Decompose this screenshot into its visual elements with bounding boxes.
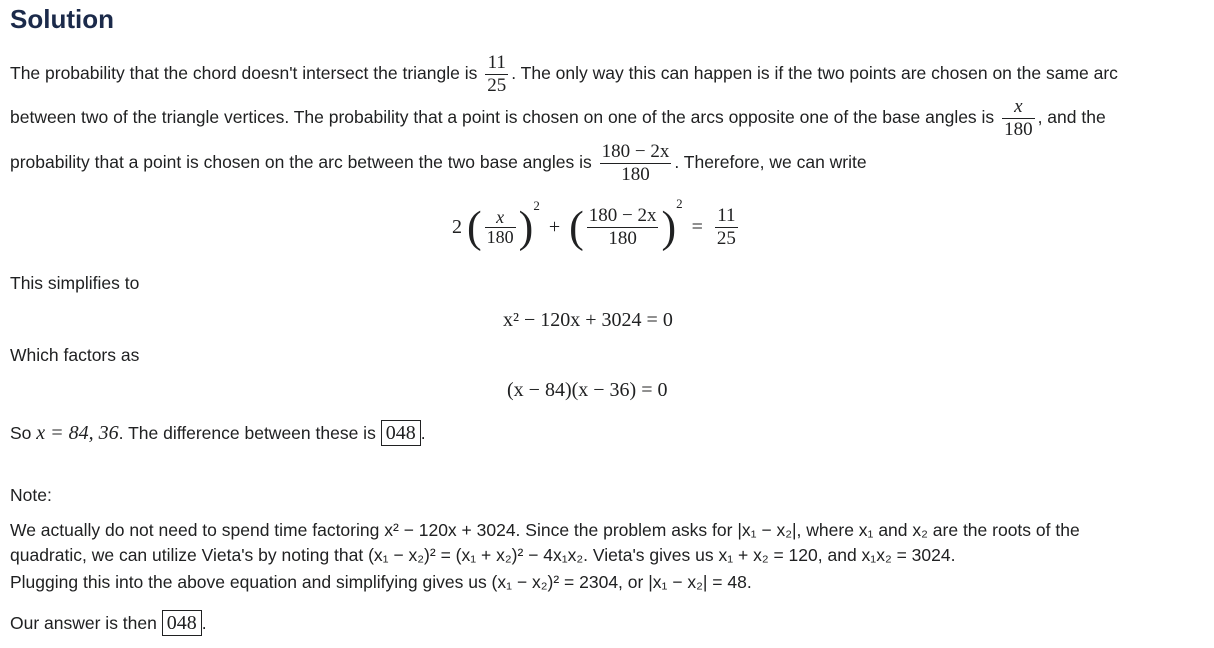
right-paren: ) — [518, 202, 534, 252]
paragraph-line-1 — [10, 52, 1118, 97]
frac-den: 180 — [608, 227, 637, 249]
so-math: x = 84, 36 — [36, 422, 119, 444]
boxed-answer: 048 — [381, 420, 421, 446]
so-text-b: . The difference between these is — [118, 423, 376, 443]
fraction-11-25 — [485, 52, 508, 97]
equals-sign: = — [691, 215, 703, 238]
frac-den: 25 — [716, 227, 736, 249]
p3-text-a: probability that a point is chosen on the arc between the two base angles is — [10, 152, 592, 173]
note-line-1: We actually do not need to spend time factoring x² − 120x + 3024. Since the problem asks for |x₁ − x₂|, where x₁ and x₂ are the roots of the — [10, 520, 1080, 540]
note-label: Note: — [10, 485, 52, 505]
final-text-a: Our answer is then — [10, 613, 157, 633]
frac-num: 180 − 2x — [588, 204, 657, 226]
plus-sign: + — [548, 215, 561, 238]
frac-num: x — [485, 208, 516, 228]
frac-num: 11 — [485, 52, 508, 75]
equation-quadratic: x² − 120x + 3024 = 0 — [503, 309, 673, 331]
note-line-3: Plugging this into the above equation and simplifying gives us (x₁ − x₂)² = 2304, or |x₁ − x₂| = 48. — [10, 572, 752, 592]
p2-text-a: between two of the triangle vertices. The probability that a point is chosen on one of the arcs opposite one of the base angles is — [10, 107, 995, 128]
eq1-frac-2 — [587, 205, 659, 250]
so-text-a: So — [10, 423, 32, 443]
frac-den: 180 — [621, 164, 650, 185]
eq1-frac-1 — [485, 208, 516, 247]
fraction-x-180 — [1002, 96, 1035, 141]
boxed-answer-final: 048 — [162, 610, 202, 636]
frac-num: 11 — [715, 205, 738, 228]
fraction-180-2x — [600, 141, 672, 186]
factors-text: Which factors as — [10, 345, 140, 365]
so-line — [10, 420, 426, 446]
left-paren: ( — [467, 202, 482, 252]
exponent: 2 — [676, 196, 683, 211]
paragraph-line-2 — [10, 96, 1106, 141]
equation-main — [452, 196, 741, 250]
p3-text-b: . Therefore, we can write — [674, 152, 867, 173]
simplifies-text: This simplifies to — [10, 273, 140, 293]
paragraph-line-3 — [10, 141, 867, 186]
equation-factored: (x − 84)(x − 36) = 0 — [507, 379, 668, 401]
right-paren: ) — [661, 202, 677, 252]
so-text-c: . — [420, 423, 426, 443]
eq1-frac-3 — [715, 205, 738, 250]
eq1-coef: 2 — [452, 215, 462, 238]
frac-den: 25 — [487, 75, 507, 96]
frac-num: x — [1002, 96, 1035, 119]
frac-den: 180 — [486, 226, 514, 247]
exponent: 2 — [533, 198, 540, 213]
note-line-2: quadratic, we can utilize Vieta's by noting that (x₁ − x₂)² = (x₁ + x₂)² − 4x₁x₂. Vieta's gives us x₁ + x₂ = 120, and x₁x₂ = 3024. — [10, 545, 956, 565]
p2-text-b: , and the — [1037, 107, 1106, 128]
final-line — [10, 610, 207, 636]
p1-text-a: The probability that the chord doesn't intersect the triangle is — [10, 63, 478, 84]
frac-num: 180 − 2x — [601, 141, 670, 162]
frac-den: 180 — [1004, 119, 1033, 140]
p1-text-b: . The only way this can happen is if the two points are chosen on the same arc — [511, 63, 1118, 84]
section-heading: Solution — [10, 4, 114, 34]
final-text-b: . — [201, 613, 207, 633]
left-paren: ( — [569, 202, 584, 252]
